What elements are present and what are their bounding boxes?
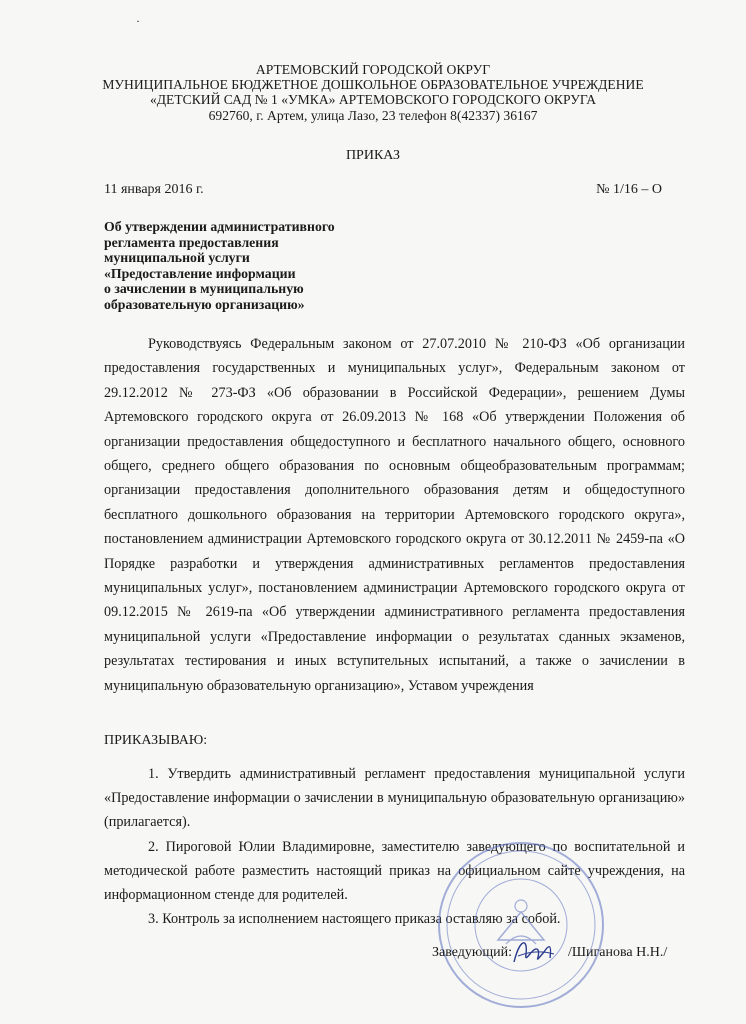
scan-mark: ·	[136, 14, 140, 28]
letterhead	[0, 62, 746, 123]
order-item: 1. Утвердить административный регламент предоставления муниципальной услуги «Предоставление информации о зачислении в муниципальную образовательную организацию» (прилагается).	[104, 766, 685, 831]
subject-line: регламента предоставления	[104, 234, 279, 250]
order-item: 2. Пироговой Юлии Владимировне, заместителю заведующего по воспитательной и методической работе разместить настоящий приказ на официальном сайте учреждения, на информационном стенде для родителей.	[104, 838, 685, 904]
subject-line: образовательную организацию»	[104, 296, 305, 312]
signature-name: /Шиганова Н.Н./	[568, 945, 668, 960]
document-title: ПРИКАЗ	[345, 148, 401, 163]
subject-line: муниципальной услуги	[104, 250, 250, 266]
letterhead-institution-type: МУНИЦИПАЛЬНОЕ БЮДЖЕТНОЕ ДОШКОЛЬНОЕ ОБРАЗОВАТЕЛЬНОЕ УЧРЕЖДЕНИЕ	[102, 77, 644, 93]
subject-line: Об утверждении административного	[104, 219, 335, 234]
signature-block	[432, 945, 667, 961]
order-item: 3. Контроль за исполнением настоящего приказа оставляю за собой.	[148, 911, 561, 928]
order-date: 11 января 2016 г.	[104, 182, 204, 197]
preamble-paragraph: Руководствуясь Федеральным законом от 27.07.2010 № 210-ФЗ «Об организации предоставления государственных и муниципальных услуг», Федеральным законом от 29.12.2012 № 273-ФЗ «Об образовании в Российской Федерации», решением Думы Артемовского городского округа от 26.09.2013 № 168 «Об утверждении Положения об организации предоставления общедоступного и бесплатного начального общего, основного общего, среднего общего образования по основным общеобразовательным программам; организации предоставления дополнительного образования детям и общедоступного бесплатного дошкольного образования на территории Артемовского городского округа», постановлением администрации Артемовского городского округа от 30.12.2011 № 2459-па «О Порядке разработки и утверждения административных регламентов предоставления муниципальных услуг», постановлением администрации Артемовского городского округа от 09.12.2015 № 2619-па «Об утверждении административного регламента предоставления муниципальной услуги «Предоставление информации о результатах сданных экзаменов, результатах тестирования и иных вступительных испытаний, а также о зачислении в муниципальную образовательную организацию», Уставом учреждения	[104, 336, 685, 694]
order-subject	[104, 219, 335, 313]
letterhead-district: АРТЕМОВСКИЙ ГОРОДСКОЙ ОКРУГ	[255, 62, 491, 77]
letterhead-institution-name: «ДЕТСКИЙ САД № 1 «УМКА» АРТЕМОВСКОГО ГОРОДСКОГО ОКРУГА	[149, 92, 597, 108]
subject-line: о зачислении в муниципальную	[104, 281, 304, 297]
order-number: № 1/16 – О	[596, 182, 662, 197]
order-directive: ПРИКАЗЫВАЮ:	[104, 733, 208, 748]
signature-role: Заведующий:	[432, 945, 513, 960]
letterhead-address: 692760, г. Артем, улица Лазо, 23 телефон 8(42337) 36167	[208, 107, 538, 123]
official-stamp	[436, 840, 606, 1010]
subject-line: «Предоставление информации	[104, 265, 296, 281]
